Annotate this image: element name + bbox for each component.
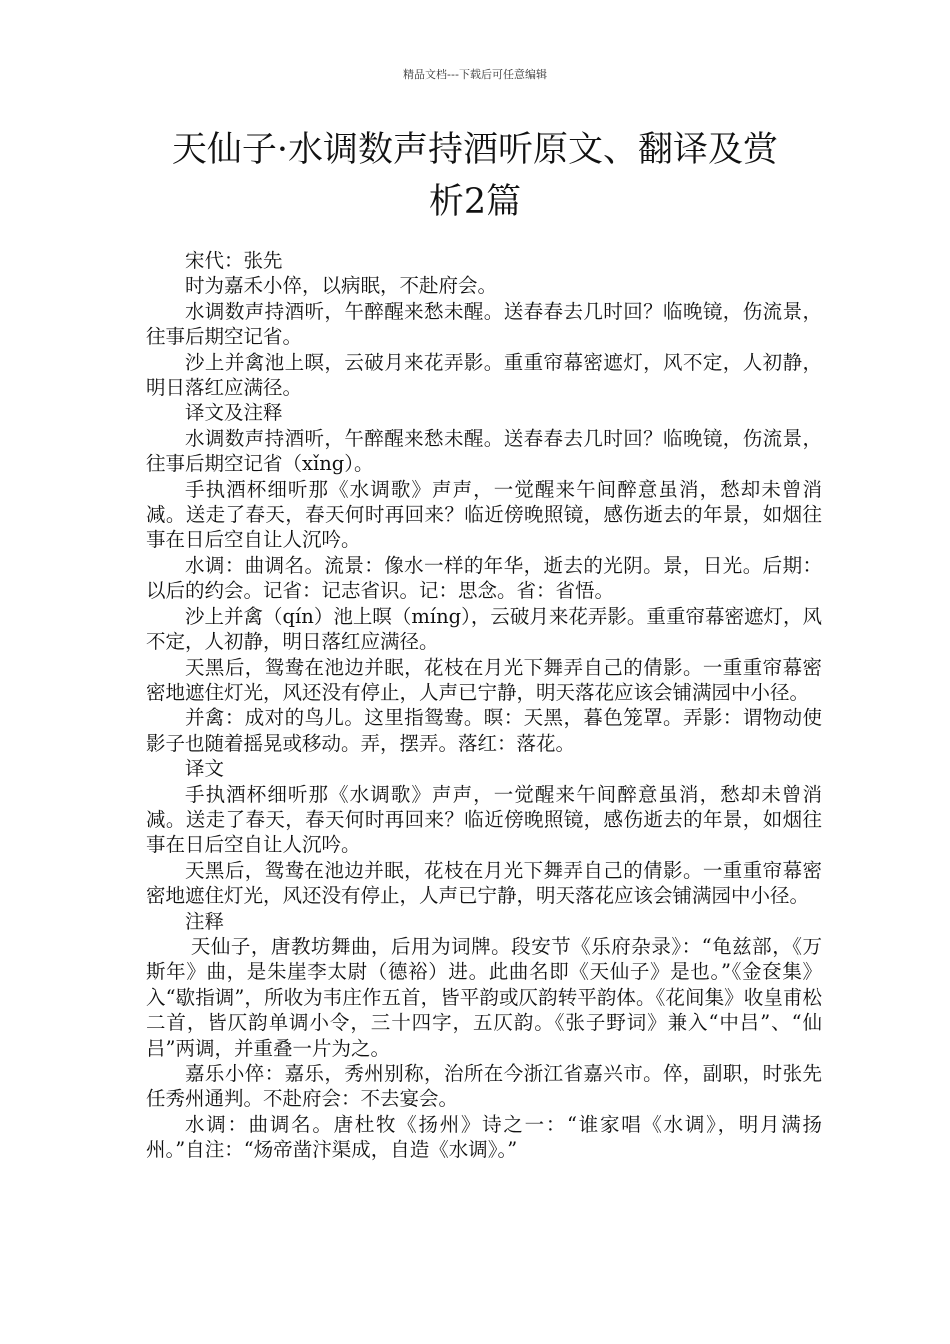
paragraph: 水调：曲调名。唐杜牧《扬州》诗之一：“谁家唱《水调》，明月满扬州。”自注：“炀帝凿汴渠成，自造《水调》。” [146,1112,822,1162]
paragraph: 手执酒杯细听那《水调歌》声声，一觉醒来午间醉意虽消，愁却未曾消减。送走了春天，春天何时再回来？临近傍晚照镜，感伤逝去的年景，如烟往事在日后空自让人沉吟。 [146,782,822,857]
paragraph: 水调：曲调名。流景：像水一样的年华，逝去的光阴。景，日光。后期：以后的约会。记省：记志省识。记：思念。省：省悟。 [146,553,822,603]
paragraph: 水调数声持酒听，午醉醒来愁未醒。送春春去几时回？临晚镜，伤流景，往事后期空记省（xǐng）。 [146,426,822,476]
paragraph: 译文及注释 [185,401,283,425]
title-line-2: 析2篇 [428,182,522,222]
paragraph: 天仙子，唐教坊舞曲，后用为词牌。段安节《乐府杂录》：“龟兹部，《万斯年》曲，是朱崖李太尉（德裕）进。此曲名即《天仙子》是也。”《金奁集》入“歇指调”，所收为韦庄作五首，皆平韵或仄韵转平韵体。《花间集》收皇甫松二首，皆仄韵单调小令，三十四字，五仄韵。《张子野词》兼入“中吕”、“仙吕”两调，并重叠一片为之。 [146,934,822,1060]
paragraph: 沙上并禽池上暝，云破月来花弄影。重重帘幕密遮灯，风不定，人初静，明日落红应满径。 [146,350,822,400]
paragraph: 并禽：成对的鸟儿。这里指鸳鸯。暝：天黑，暮色笼罩。弄影：谓物动使影子也随着摇晃或移动。弄，摆弄。落红：落花。 [146,706,822,755]
paragraph: 时为嘉禾小倅，以病眠，不赴府会。 [185,274,498,298]
paragraph: 天黑后，鸳鸯在池边并眠，花枝在月光下舞弄自己的倩影。一重重帘幕密密地遮住灯光，风还没有停止，人声已宁静，明天落花应该会铺满园中小径。 [146,858,822,908]
page-header: 精品文档---下载后可任意编辑 [403,68,547,81]
paragraph: 译文 [185,757,225,781]
paragraph: 注释 [185,909,225,933]
title-line-1: 天仙子·水调数声持酒听原文、翻译及赏 [171,130,779,170]
paragraph: 沙上并禽（qín）池上暝（míng），云破月来花弄影。重重帘幕密遮灯，风不定，人初静，明日落红应满径。 [146,604,822,654]
document-title [100,124,850,228]
paragraph: 嘉乐小倅：嘉乐，秀州别称，治所在今浙江省嘉兴市。倅，副职，时张先任秀州通判。不赴府会：不去宴会。 [146,1062,822,1111]
paragraph: 水调数声持酒听，午醉醒来愁未醒。送春春去几时回？临晚镜，伤流景，往事后期空记省。 [146,299,822,349]
paragraph: 手执酒杯细听那《水调歌》声声，一觉醒来午间醉意虽消，愁却未曾消减。送走了春天，春天何时再回来？临近傍晚照镜，感伤逝去的年景，如烟往事在日后空自让人沉吟。 [146,477,822,552]
document-body [146,248,822,1163]
paragraph: 天黑后，鸳鸯在池边并眠，花枝在月光下舞弄自己的倩影。一重重帘幕密密地遮住灯光，风还没有停止，人声已宁静，明天落花应该会铺满园中小径。 [146,655,822,704]
paragraph: 宋代：张先 [185,249,283,272]
